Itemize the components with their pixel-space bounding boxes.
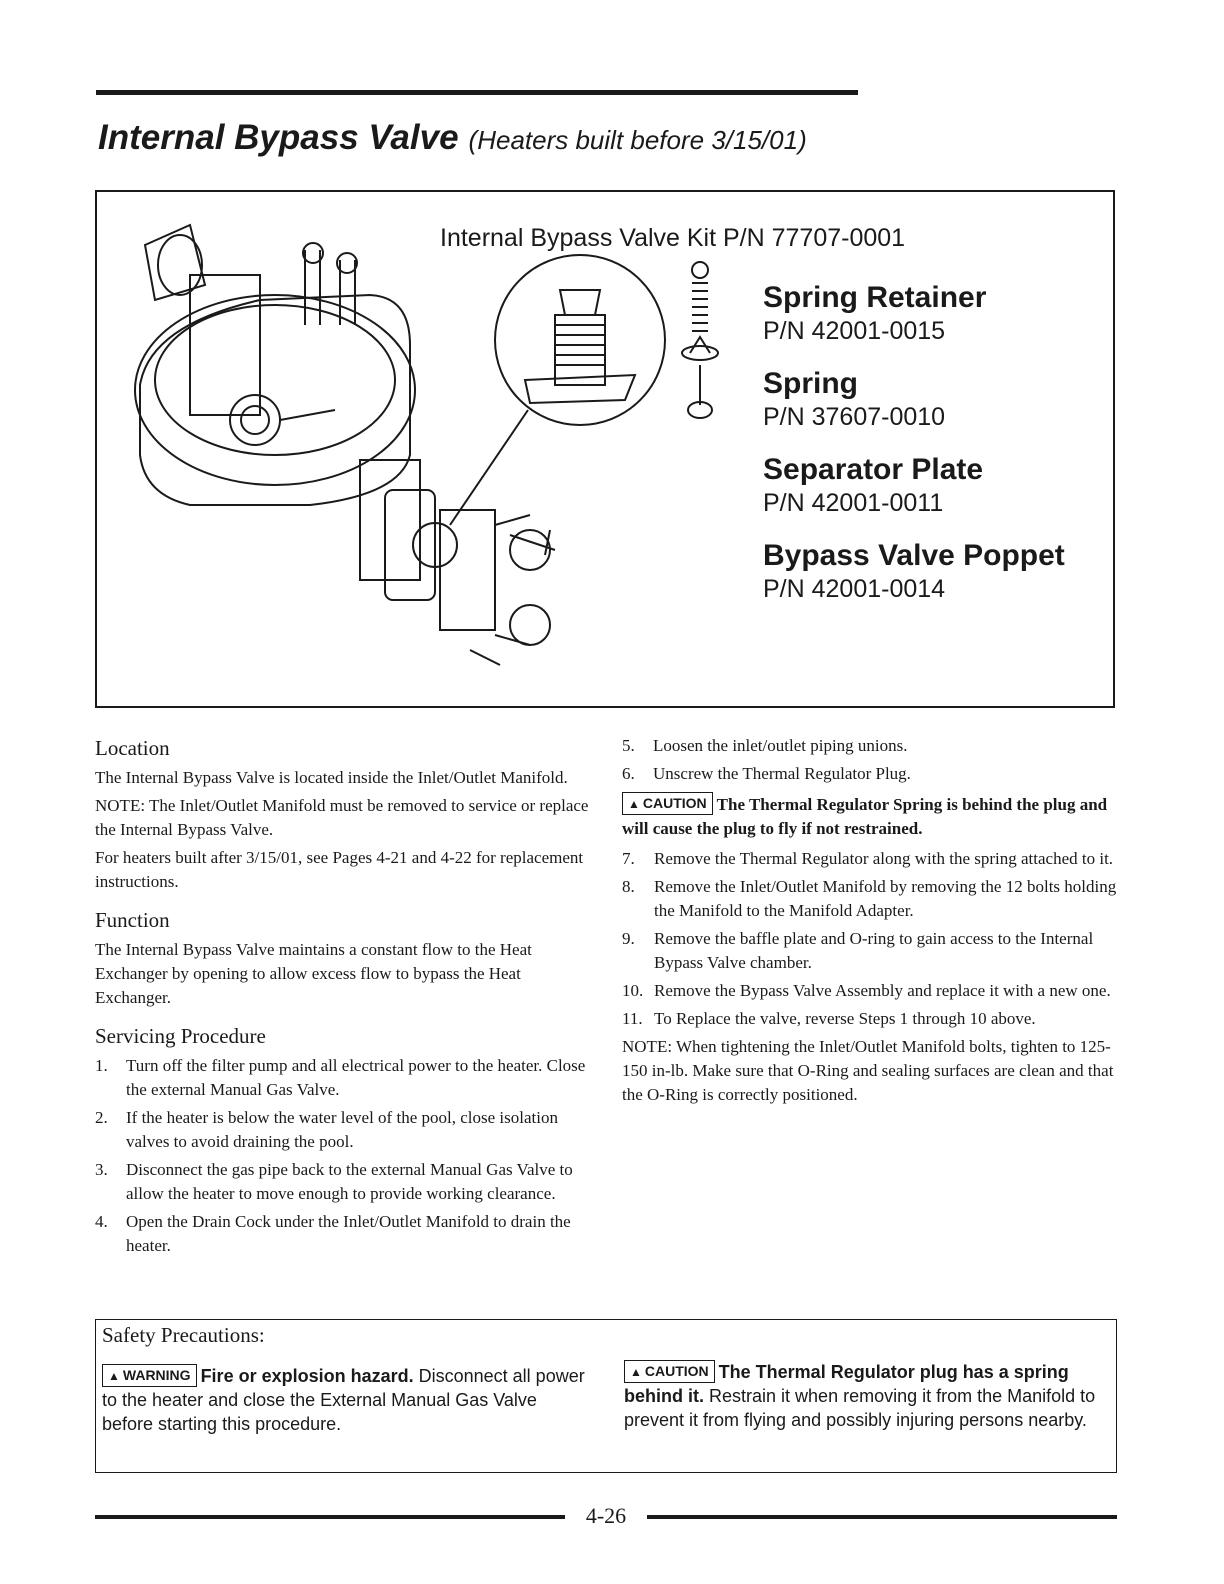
safety-warning	[102, 1364, 592, 1436]
part-name: Bypass Valve Poppet	[763, 539, 1065, 572]
caution-text: Restrain it when removing it from the Manifold to prevent it from flying and possibly injuring persons nearby.	[624, 1386, 1096, 1430]
step-item: 1. Turn off the filter pump and all electrical power to the heater. Close the external Manual Gas Valve.	[95, 1056, 586, 1099]
step-item: 4. Open the Drain Cock under the Inlet/Outlet Manifold to drain the heater.	[95, 1212, 571, 1255]
part-name: Separator Plate	[763, 453, 984, 486]
caution-badge: ▲ CAUTION	[624, 1360, 715, 1383]
step-item: 8. Remove the Inlet/Outlet Manifold by removing the 12 bolts holding the Manifold to the Manifold Adapter.	[622, 877, 1117, 920]
warning-bold: Fire or explosion hazard.	[200, 1366, 414, 1386]
title-main: Internal Bypass Valve	[98, 118, 459, 157]
servicing-steps-left	[95, 1054, 590, 1258]
part-name: Spring Retainer	[763, 281, 987, 314]
function-text: The Internal Bypass Valve maintains a constant flow to the Heat Exchanger by opening to allow excess flow to bypass the Heat Exchanger.	[95, 940, 532, 1007]
top-rule	[96, 90, 858, 95]
caution-callout	[622, 792, 1122, 841]
warning-badge: ▲ WARNING	[102, 1364, 197, 1387]
page-number: 4-26	[585, 1503, 627, 1528]
footer-rule-left	[95, 1515, 565, 1519]
warning-triangle-icon: ▲	[108, 1369, 120, 1383]
right-column	[622, 734, 1122, 1111]
step-item: 7. Remove the Thermal Regulator along with the spring attached to it.	[622, 849, 1114, 868]
location-after: For heaters built after 3/15/01, see Pages 4-21 and 4-22 for replacement instructions.	[95, 848, 584, 891]
step-item: 11. To Replace the valve, reverse Steps 1 through 10 above.	[622, 1009, 1036, 1028]
part-item	[763, 452, 1103, 518]
parts-list	[763, 280, 1103, 624]
part-number: P/N 37607-0010	[763, 403, 946, 431]
location-heading: Location	[95, 736, 170, 760]
step-item: 3. Disconnect the gas pipe back to the external Manual Gas Valve to allow the heater to move enough to provide working clearance.	[95, 1160, 573, 1203]
warning-text: Disconnect all power to the heater and close the External Manual Gas Valve before starting this procedure.	[102, 1366, 585, 1434]
location-text: The Internal Bypass Valve is located inside the Inlet/Outlet Manifold.	[95, 768, 568, 787]
page-title	[98, 118, 807, 158]
part-name: Spring	[763, 367, 858, 400]
caution-bold: The Thermal Regulator plug has a spring behind it.	[624, 1362, 1069, 1406]
caution-badge: ▲ CAUTION	[622, 792, 713, 815]
part-number: P/N 42001-0015	[763, 317, 946, 345]
part-number: P/N 42001-0011	[763, 489, 944, 517]
location-note: NOTE: The Inlet/Outlet Manifold must be removed to service or replace the Internal Bypass Valve.	[95, 796, 589, 839]
left-column	[95, 734, 590, 1262]
heater-illustration	[110, 205, 760, 700]
step-item: 5. Loosen the inlet/outlet piping unions.	[622, 736, 908, 755]
step-item: 10. Remove the Bypass Valve Assembly and replace it with a new one.	[622, 981, 1111, 1000]
step-item: 6. Unscrew the Thermal Regulator Plug.	[622, 764, 911, 783]
function-heading: Function	[95, 908, 170, 932]
kit-label: Internal Bypass Valve Kit P/N 77707-0001	[440, 224, 906, 252]
part-item	[763, 366, 1103, 432]
title-subtitle: (Heaters built before 3/15/01)	[468, 125, 807, 155]
warning-triangle-icon: ▲	[630, 1365, 642, 1379]
servicing-heading: Servicing Procedure	[95, 1024, 266, 1048]
safety-title: Safety Precautions:	[102, 1323, 265, 1347]
step-item: 2. If the heater is below the water level of the pool, close isolation valves to avoid draining the pool.	[95, 1108, 558, 1151]
part-item	[763, 538, 1103, 604]
step-item: 9. Remove the baffle plate and O-ring to gain access to the Internal Bypass Valve chamber.	[622, 929, 1094, 972]
part-item	[763, 280, 1103, 346]
safety-caution	[624, 1360, 1104, 1432]
servicing-steps-right-b	[622, 847, 1122, 1031]
warning-triangle-icon: ▲	[628, 797, 640, 811]
caution-text: The Thermal Regulator Spring is behind the plug and will cause the plug to fly if not restrained.	[622, 795, 1108, 838]
servicing-note: NOTE: When tightening the Inlet/Outlet Manifold bolts, tighten to 125-150 in-lb. Make sure that O-Ring and sealing surfaces are clean and that the O-Ring is correctly positioned.	[622, 1037, 1114, 1104]
part-number: P/N 42001-0014	[763, 575, 946, 603]
footer-rule-right	[647, 1515, 1117, 1519]
servicing-steps-right-a	[622, 734, 1122, 786]
